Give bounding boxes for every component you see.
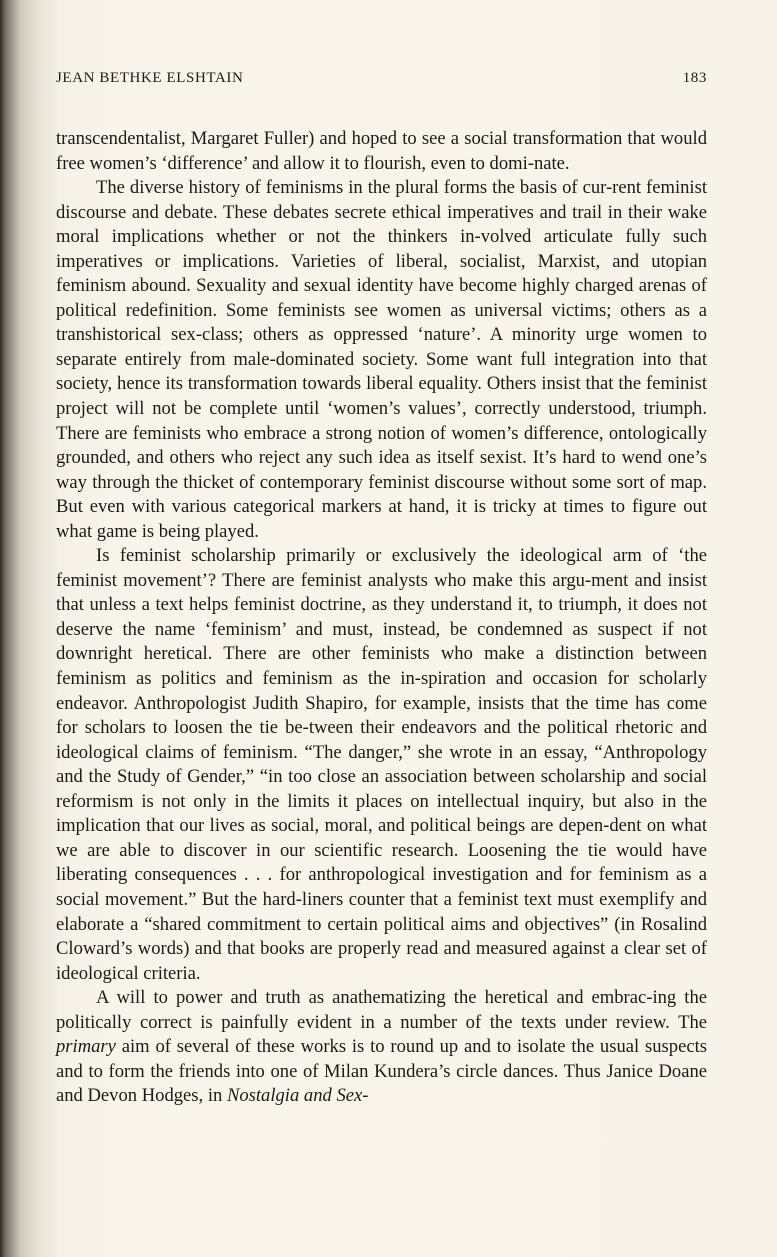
page-number: 183 [682, 70, 707, 86]
paragraph-4-text-middle: aim of several of these works is to round up and to isolate the usual suspects and to form the friends into one of Milan Kundera’s circle dances. Thus Janice Doane and Devon Hodges, in [56, 1036, 707, 1107]
running-head: JEAN BETHKE ELSHTAIN [56, 70, 244, 86]
body-text [56, 127, 707, 1109]
emphasis-primary: primary [56, 1036, 116, 1058]
paragraph-2: The diverse history of feminisms in the plural forms the basis of cur-rent feminist discourse and debate. These debates secrete ethical imperatives and trail in their wake moral implications whether or not the thinkers in-volved articulate fully such imperatives or implications. Varieties of liberal, socialist, Marxist, and utopian feminism abound. Sexuality and sexual identity have become highly charged arenas of political redefinition. Some feminists see women as universal victims; others as a transhistorical sex-class; others as oppressed ‘nature’. A minority urge women to separate entirely from male-dominated society. Some want full integration into that society, hence its transformation towards liberal equality. Others insist that the feminist project will not be complete until ‘women’s values’, correctly understood, triumph. There are feminists who embrace a strong notion of women’s difference, ontologically grounded, and others who reject any such idea as itself sexist. It’s hard to wend one’s way through the thicket of contemporary feminist discourse without some sort of map. But even with various categorical markers at hand, it is tricky at times to figure out what game is being played. [56, 177, 707, 542]
page-header [56, 70, 707, 92]
paragraph-4-text-start: A will to power and truth as anathematizing the heretical and embrac-ing the politically correct is painfully evident in a number of the texts under review. The [56, 987, 707, 1033]
paragraph-1: transcendentalist, Margaret Fuller) and hoped to see a social transformation that would free women’s ‘difference’ and allow it to flourish, even to domi-nate. [56, 128, 707, 174]
paragraph-3: Is feminist scholarship primarily or exclusively the ideological arm of ‘the feminist movement’? There are feminist analysts who make this argu-ment and insist that unless a text helps feminist doctrine, as they understand it, to triumph, it does not deserve the name ‘feminism’ and must, instead, be condemned as suspect if not downright heretical. There are other feminists who make a distinction between feminism as politics and feminism as the in-spiration and occasion for scholarly endeavor. Anthropologist Judith Shapiro, for example, insists that the time has come for scholars to loosen the tie be-tween their endeavors and the political rhetoric and ideological claims of feminism. “The danger,” she wrote in an essay, “Anthropology and the Study of Gender,” “in too close an association between scholarship and social reformism is not only in the limits it places on intellectual inquiry, but also in the implication that our lives as social, moral, and political beings are depen-dent on what we are able to discover in our scientific research. Loosening the tie would have liberating consequences . . . for anthropological investigation and for feminism as a social movement.” But the hard-liners counter that a feminist text must exemplify and elaborate a “shared commitment to certain political aims and objectives” (in Rosalind Cloward’s words) and that books are properly read and measured against a clear set of ideological criteria. [56, 545, 707, 984]
paragraph-4 [56, 986, 707, 1109]
book-title-italic: Nostalgia and Sex- [226, 1085, 369, 1107]
